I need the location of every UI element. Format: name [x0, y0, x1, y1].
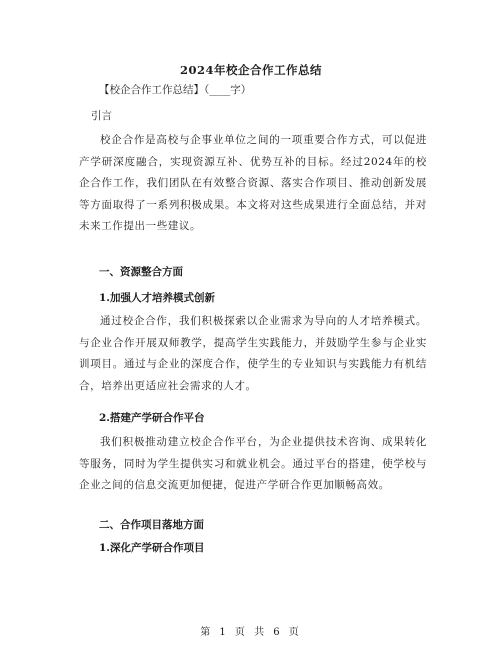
subtitle-prefix: 【校企合作工作总结】（ [99, 84, 210, 96]
platform-paragraph: 我们积极推动建立校企合作平台，为企业提供技术咨询、成果转化等服务，同时为学生提供实习和就业机会。通过平台的搭建，使学校与企业之间的信息交流更加便捷，促进产学研合作更加顺畅高效。 [79, 436, 427, 492]
subheading-talent-training: 1.加强人才培养模式创新 [99, 292, 215, 304]
word-count-blank: ____ [209, 84, 231, 96]
subheading-deepen-projects: 1.深化产学研合作项目 [99, 542, 205, 554]
intro-label: 引言 [91, 110, 112, 122]
intro-paragraph: 校企合作是高校与企事业单位之间的一项重要合作方式，可以促进产学研深度融合，实现资源互补、优势互补的目标。经过2024年的校企合作工作，我们团队在有效整合资源、落实合作项目、推动创新发展等方面取得了一系列积极成果。本文将对这些成果进行全面总结，并对未来工作提出一些建议。 [79, 134, 427, 233]
section-heading-projects: 二、合作项目落地方面 [99, 519, 204, 531]
document-title: 2024年校企合作工作总结 [179, 63, 322, 77]
page-footer: 第 1 页 共 6 页 [200, 627, 302, 638]
talent-training-paragraph: 通过校企合作，我们积极探索以企业需求为导向的人才培养模式。与企业合作开展双师教学，提高学生实践能力，并鼓励学生参与企业实训项目。通过与企业的深度合作，使学生的专业知识与实践能力有机结合，培养出更适应社会需求的人才。 [79, 315, 427, 392]
subheading-platform: 2.搭建产学研合作平台 [99, 412, 205, 424]
subtitle-line [99, 80, 251, 100]
section-heading-resources: 一、资源整合方面 [99, 266, 183, 278]
subtitle-suffix: 字） [230, 84, 252, 96]
